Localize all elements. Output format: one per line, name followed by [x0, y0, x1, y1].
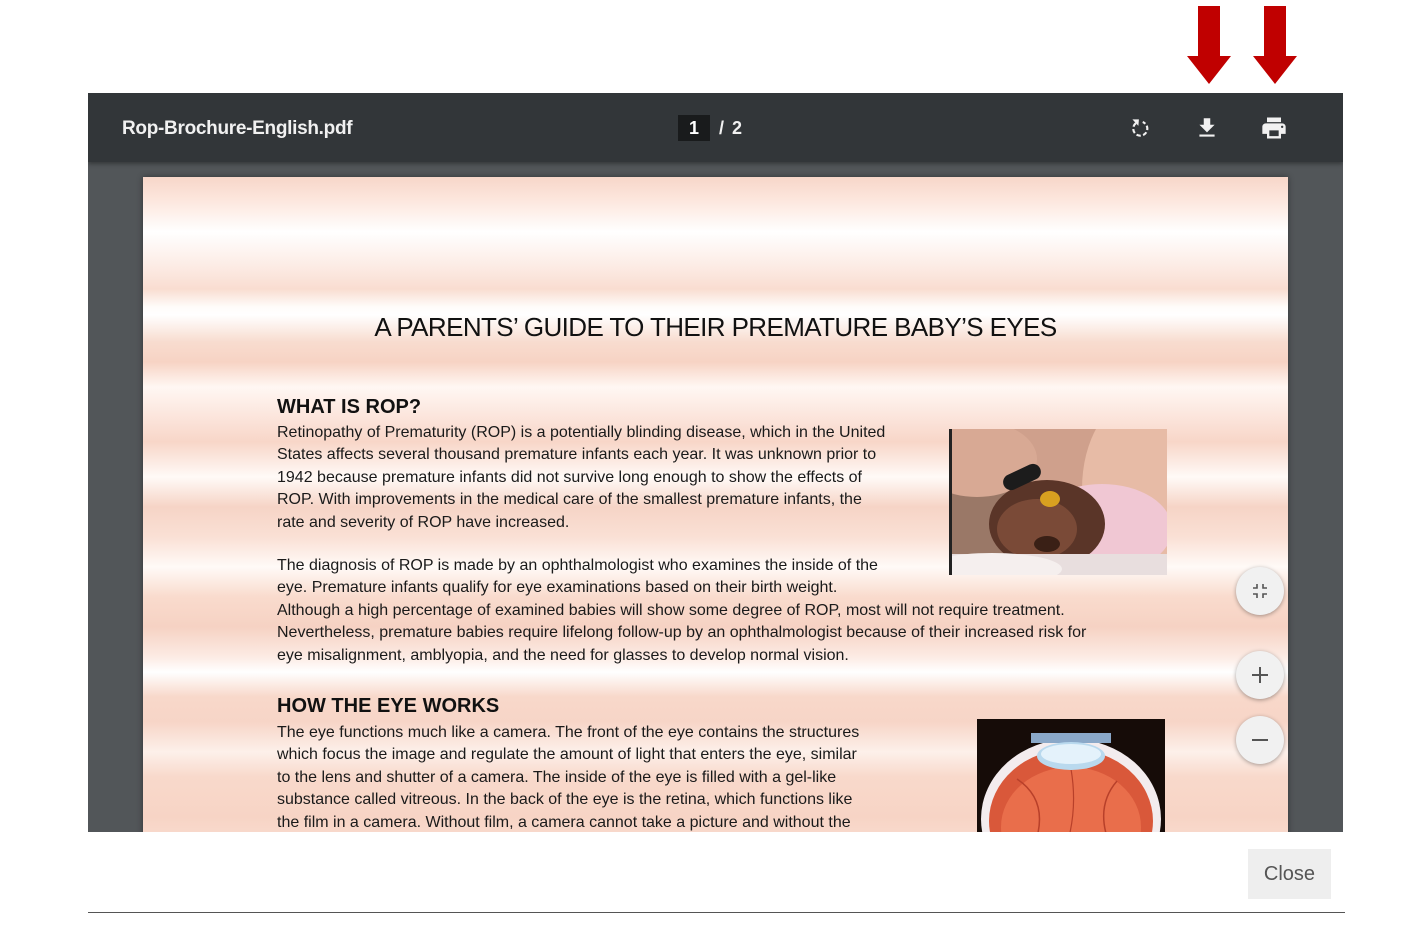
text-line: The diagnosis of ROP is made by an ophthalmologist who examines the inside of the [277, 557, 878, 574]
print-button[interactable] [1258, 112, 1290, 144]
total-pages: 2 [732, 117, 743, 138]
page-indicator [678, 115, 742, 141]
pdf-page [143, 177, 1288, 832]
fit-to-page-button[interactable] [1236, 567, 1284, 615]
download-button[interactable] [1191, 112, 1223, 144]
text-line: to the lens and shutter of a camera. The inside of the eye is filled with a gel-like [277, 768, 837, 786]
paragraph-eye-function [277, 722, 859, 832]
section-heading-how-eye-works: HOW THE EYE WORKS [277, 695, 500, 717]
document-title: A PARENTS’ GUIDE TO THEIR PREMATURE BABY’S EYES [374, 312, 1057, 342]
text-line: Retinopathy of Prematurity (ROP) is a potentially blinding disease, which in the United [277, 424, 886, 441]
text-line: rate and severity of ROP have increased. [277, 513, 570, 531]
zoom-out-icon [1250, 730, 1270, 750]
print-icon [1260, 114, 1288, 142]
viewer-toolbar [88, 93, 1343, 162]
text-line: substance called vitreous. In the back of the eye is the retina, which functions like [277, 791, 853, 809]
text-line: the film in a camera. Without film, a camera cannot take a picture and without the [277, 813, 851, 831]
text-line: ROP. With improvements in the medical care of the smallest premature infants, the [277, 491, 862, 509]
close-button[interactable]: Close [1248, 849, 1331, 899]
text-line: eye. Premature infants qualify for eye examinations based on their birth weight. [277, 579, 838, 597]
annotation-arrow-print [1253, 6, 1297, 84]
zoom-out-button[interactable] [1236, 716, 1284, 764]
page-number-input[interactable] [678, 115, 710, 141]
text-line: Although a high percentage of examined babies will show some degree of ROP, most will not require treatment. [277, 601, 1065, 619]
eye-exam-photo [949, 429, 1170, 575]
rotate-icon [1127, 115, 1153, 141]
pdf-viewer [88, 93, 1343, 832]
file-name: Rop-Brochure-English.pdf [122, 118, 353, 139]
fit-to-page-icon [1250, 581, 1270, 601]
text-line: which focus the image and regulate the amount of light that enters the eye, similar [277, 746, 857, 764]
text-line: 1942 because premature infants did not survive long enough to show the effects of [277, 468, 862, 486]
text-line: eye misalignment, amblyopia, and the need for glasses to develop normal vision. [277, 646, 849, 664]
zoom-in-icon [1250, 665, 1270, 685]
paragraph-rop-intro [277, 422, 885, 534]
footer-divider [88, 912, 1345, 913]
rotate-button[interactable] [1124, 112, 1156, 144]
page-separator: / [719, 117, 725, 138]
text-line: The eye functions much like a camera. The front of the eye contains the structures [277, 724, 860, 741]
eye-anatomy-illustration [977, 719, 1165, 832]
download-icon [1194, 115, 1220, 141]
section-heading-what-is-rop: WHAT IS ROP? [277, 396, 422, 418]
text-line: Nevertheless, premature babies require lifelong follow-up by an ophthalmologist because of their increased risk for [277, 624, 1087, 642]
annotation-arrow-download [1187, 6, 1231, 84]
zoom-in-button[interactable] [1236, 651, 1284, 699]
text-line: States affects several thousand premature infants each year. It was unknown prior to [277, 446, 877, 464]
